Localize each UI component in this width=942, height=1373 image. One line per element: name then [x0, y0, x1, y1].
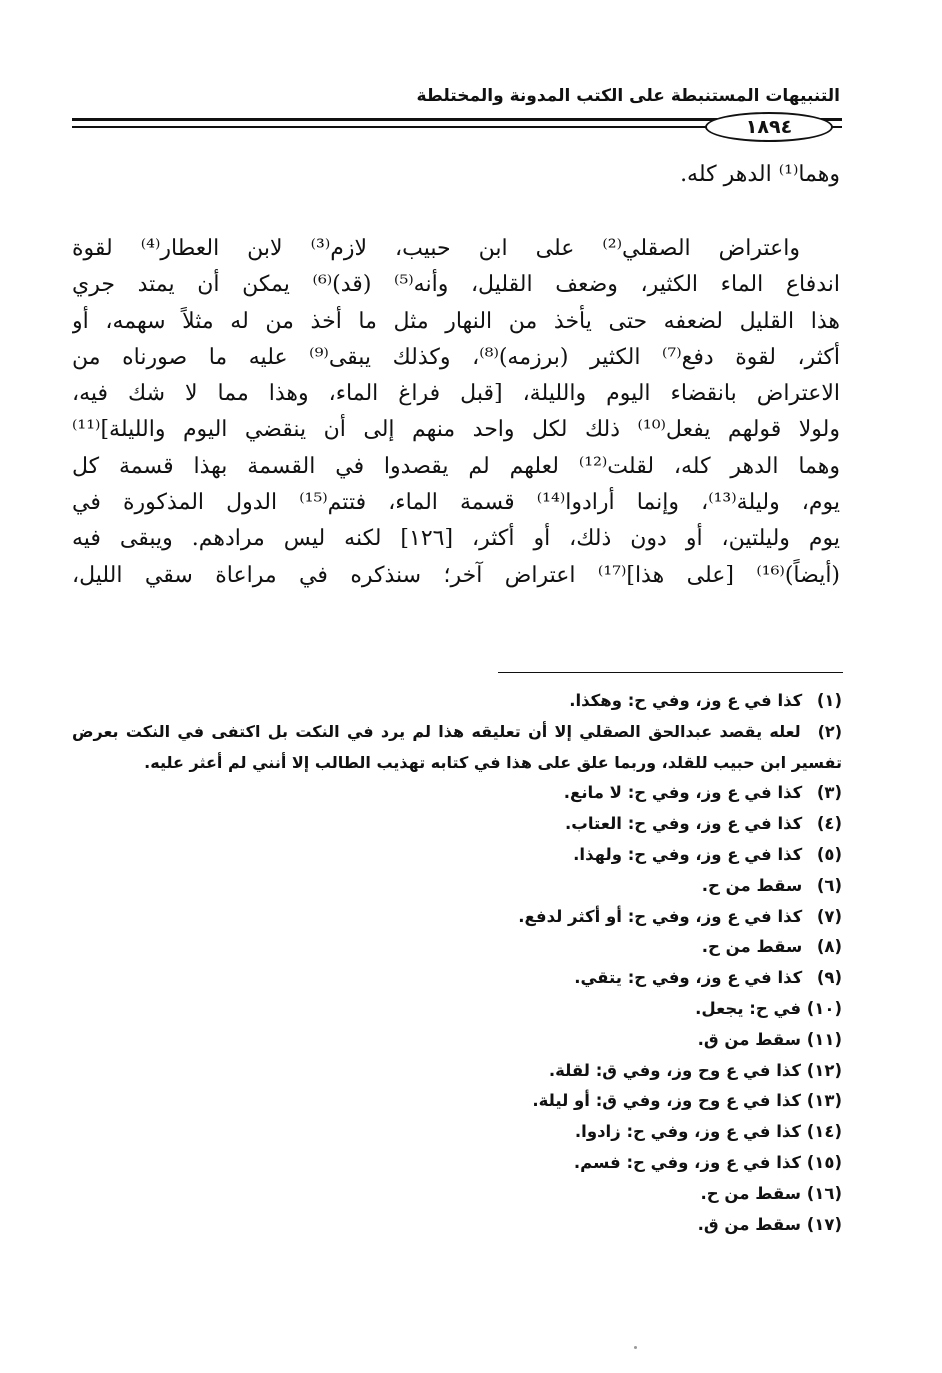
- footnote-number: (١٥): [806, 1152, 842, 1172]
- footnote-number: (٩): [816, 968, 842, 988]
- footnote-text: كذا في ع وز، وفي ح: يتقي.: [574, 968, 803, 988]
- footnote-8: [72, 932, 842, 963]
- footnote-1: [72, 686, 842, 717]
- footnotes: [72, 686, 842, 1240]
- footnote-text: كذا في ع وز، وفي ح: وهكذا.: [569, 691, 803, 710]
- text-line: يوم وليلتين، أو دون ذلك، أو أكثر، [١٢٦] لكنه ليس مرادهم. ويبقى فيه: [72, 526, 840, 552]
- footnote-6: [72, 871, 842, 902]
- text-line: وهما⁽¹⁾ الدهر كله.: [680, 162, 840, 187]
- text-line: ولولا قولهم يفعل⁽¹⁰⁾ ذلك لكل واحد منهم إلى أن ينقضي اليوم والليلة]⁽¹¹⁾: [72, 417, 840, 443]
- footnote-number: (١٧): [806, 1214, 842, 1234]
- footnote-text: سقط من ق.: [697, 1214, 801, 1234]
- page-number: ١٨٩٤: [705, 112, 833, 142]
- paragraph-1: [72, 157, 840, 193]
- footnote-4: [72, 809, 842, 840]
- running-title: التنبيهات المستنبطة على الكتب المدونة والمختلطة: [416, 86, 840, 106]
- footnote-9: [72, 963, 842, 994]
- text-line: واعتراض الصقلي⁽²⁾ على ابن حبيب، لازم⁽³⁾ لابن العطار⁽⁴⁾ لقوة: [72, 236, 801, 261]
- paragraph-2: [72, 231, 840, 594]
- footnote-3: [72, 778, 842, 809]
- text-line: يوم، وليلة⁽¹³⁾، وإنما أرادوا⁽¹⁴⁾ قسمة الماء، فتتم⁽¹⁵⁾ الدول المذكورة في: [72, 490, 840, 516]
- footnote-text: كذا في ع وز، وفي ح: زادوا.: [574, 1122, 801, 1142]
- text-line: هذا القليل لضعفه حتى يأخذ من النهار مثل ما أخذ من له مثلاً سهمه، أو: [72, 308, 840, 334]
- footnote-text: كذا في ع وز، وفي ح: فسم.: [573, 1152, 801, 1172]
- footnote-5: [72, 840, 842, 871]
- footnote-text: سقط من ح.: [701, 875, 803, 895]
- footnote-number: (٤): [816, 814, 842, 834]
- footnote-11: [72, 1025, 842, 1056]
- footnote-12: [72, 1056, 842, 1087]
- footnote-number: (١٦): [806, 1183, 842, 1203]
- footnote-7: [72, 902, 842, 933]
- footnote-text: كذا في ع وز، وفي ح: أو أكثر لدفع.: [518, 906, 803, 926]
- footnote-number: (٣): [816, 783, 842, 803]
- footnote-text: كذا في ع وز، وفي ح: ولهذا.: [573, 844, 803, 864]
- footnote-number: (٨): [816, 937, 842, 957]
- footnote-number: (٦): [816, 875, 842, 895]
- footnote-text: كذا في ع وز، وفي ح: لا مانع.: [563, 783, 803, 803]
- footnote-10: [72, 994, 842, 1025]
- footnote-15: [72, 1148, 842, 1179]
- text-line: (أيضاً)⁽¹⁶⁾ [على هذا]⁽¹⁷⁾ اعتراض آخر؛ سنذكره في مراعاة سقي الليل،: [72, 562, 840, 588]
- footnote-14: [72, 1117, 842, 1148]
- text-line: الاعتراض بانقضاء اليوم والليلة، [قبل فراغ الماء، وهذا مما لا شك فيه،: [72, 381, 840, 407]
- footnote-number: (١): [816, 691, 842, 710]
- footnote-number: (١٢): [806, 1060, 842, 1080]
- footnote-text: سقط من ق.: [697, 1029, 801, 1049]
- footnote-13: [72, 1086, 842, 1117]
- footnote-text: في ح: يجعل.: [695, 998, 801, 1018]
- footnote-number: (١٤): [806, 1122, 842, 1142]
- footnote-number: (١٣): [806, 1091, 842, 1111]
- text-line: أكثر، لقوة دفع⁽⁷⁾ الكثير (برزمه)⁽⁸⁾، وكذلك يبقى⁽⁹⁾ عليه ما صورناه من: [72, 344, 840, 370]
- footnote-separator: [498, 672, 843, 673]
- footnote-text: كذا في ع وح وز، وفي ق: أو ليلة.: [532, 1091, 801, 1111]
- text-line: وهما الدهر كله، لقلت⁽¹²⁾ لعلهم لم يقصدوا في القسمة بهذا قسمة كل: [72, 453, 840, 479]
- footnote-text: سقط من ح.: [701, 937, 803, 957]
- footnote-number: (٧): [816, 906, 842, 926]
- footnote-text: كذا في ع وز، وفي ح: العتاب.: [565, 814, 803, 834]
- footnote-17: [72, 1210, 842, 1241]
- text-line: اندفاع الماء الكثير، وضعف القليل، وأنه⁽⁵⁾ (قد)⁽⁶⁾ يمكن أن يمتد جري: [72, 272, 840, 298]
- footnote-text: سقط من ح.: [700, 1183, 801, 1203]
- footnote-16: [72, 1179, 842, 1210]
- scan-speck: [634, 1346, 637, 1349]
- footnote-number: (٥): [816, 844, 842, 864]
- footnote-2: [72, 717, 842, 779]
- footnote-text: لعله يقصد عبدالحق الصقلي إلا أن تعليقه هذا لم يرد في النكت بل اكتفى في النكت بعرض تفسير ابن حبيب للقلد، وربما علق على هذا في كتابه تهذيب الطالب إلا أنني لم أعثر عليه.: [72, 721, 842, 772]
- footnote-number: (١١): [806, 1029, 842, 1049]
- footnote-number: (٢): [817, 721, 842, 741]
- footnote-number: (١٠): [806, 998, 842, 1018]
- footnote-text: كذا في ع وح وز، وفي ق: لقلة.: [548, 1060, 801, 1080]
